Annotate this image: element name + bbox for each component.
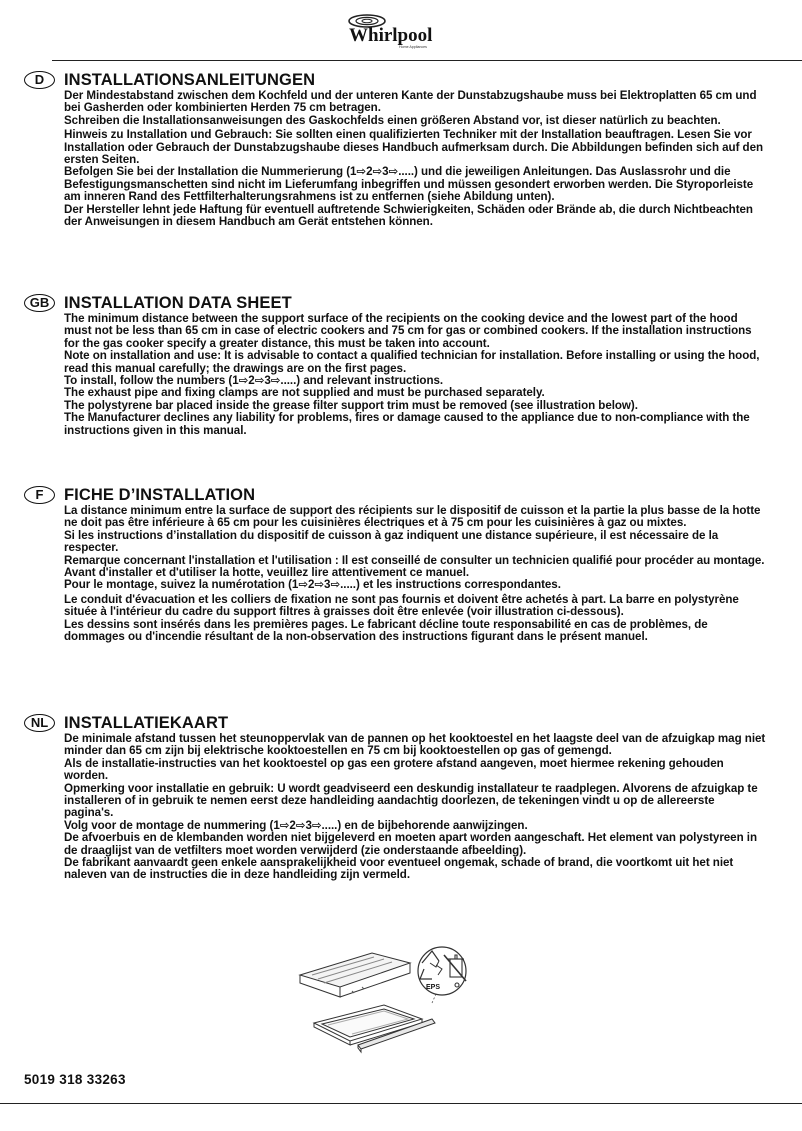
- paragraph: De minimale afstand tussen het steunoppervlak van de pannen op het kooktoestel en het laagste deel van de afzuigkap mag niet minder dan 65 cm zijn bij elektrische kooktoestellen en 75 cm bij kooktoestellen op gas of gemengd.: [64, 732, 766, 758]
- paragraph: De fabrikant aanvaardt geen enkele aansprakelijkheid voor eventueel ongemak, schade of brand, die voortkomt uit het niet naleven van de instructies die in deze handleiding zijn vermeld.: [64, 856, 734, 882]
- whirlpool-logo: [345, 8, 441, 50]
- paragraph: The minimum distance between the support surface of the recipients on the cooking device and the lowest part of the hood must not be less than 65 cm in case of electric cookers and 75 cm for gas or combined cookers. If the installation instructions for the gas cooker specify a greater distance, this must be taken into account.: [64, 312, 752, 350]
- paragraph: The Manufacturer declines any liability for problems, fires or damage caused to the appliance due to non-compliance with the instructions given in this manual.: [64, 411, 750, 437]
- paragraph: La distance minimum entre la surface de support des récipients sur le dispositif de cuisson et la partie la plus basse de la hotte ne doit pas être inférieure à 65 cm pour les cuisinières électriques et à 75 cm pour les cuisinières à gaz ou mixtes.: [64, 504, 761, 530]
- section-title: INSTALLATION DATA SHEET: [64, 294, 292, 312]
- filter-frame-drawing-icon: [314, 1005, 422, 1045]
- paragraph: Le conduit d'évacuation et les colliers de fixation ne sont pas fournis et doivent être achetés à part. La barre en polystyrène située à l'intérieur du cadre du support filtres à graisses doit être enlevée (voir illustration ci-dessous).: [64, 592, 739, 619]
- section-title: INSTALLATIONSANLEITUNGEN: [64, 71, 316, 89]
- brand-tagline: Home Appliances: [399, 45, 427, 49]
- paragraph: Opmerking voor installatie en gebruik: U wordt geadviseerd een deskundig installateur te raadplegen. Alvorens de afzuigkap te installeren of in gebruik te nemen eerst deze handleiding aandachtig doorlezen, de tekeningen vindt u op de allereerste pagina's.: [64, 781, 758, 820]
- paragraph: Note on installation and use: It is advisable to contact a qualified technician for installation. Before installing or using the hood, read this manual carefully; the drawings are on the first pages.: [64, 349, 760, 375]
- recycle-label: EPS: [426, 984, 441, 991]
- paragraph: The polystyrene bar placed inside the grease filter support trim must be removed (see illustration below).: [64, 398, 638, 412]
- paragraph: Befolgen Sie bei der Installation die Nummerierung (1⇨2⇨3⇨.....) und die jeweiligen Anleitungen. Das Auslassrohr und die Befestigungsmanschetten sind nicht im Lieferumfang inbegriffen und müssen gesondert erworben werden. Die Styroporleiste am inneren Rand des Fettfilterhalterungsrahmens ist zu entfernen (siehe Abildung unten).: [64, 165, 754, 204]
- language-badge: F: [24, 486, 55, 504]
- section-french: [24, 485, 766, 643]
- section-german: [24, 70, 766, 228]
- document-number: 5019 318 33263: [24, 1072, 126, 1087]
- paragraph: Volg voor de montage de nummering (1⇨2⇨3⇨.....) en de bijbehorende aanwijzingen.: [64, 818, 528, 832]
- paragraph: Der Mindestabstand zwischen dem Kochfeld und der unteren Kante der Dunstabzugshaube muss bei Elektroplatten 65 cm und bei Gasherden oder kombinierten Herden 75 cm betragen.: [64, 89, 757, 115]
- paragraph: Hinweis zu Installation und Gebrauch: Sie sollten einen qualifizierten Techniker mit der Installation beauftragen. Lesen Sie vor Installation oder Gebrauch der Dunstabzugshaube dieses Handbuch aufmerksam durch. Die Abbildungen befinden sich auf den ersten Seiten.: [64, 128, 764, 167]
- paragraph: The exhaust pipe and fixing clamps are not supplied and must be purchased separately.: [64, 386, 545, 400]
- paragraph: Als de installatie-instructies van het kooktoestel op gas een grotere afstand aangeven, moet hiermee rekening gehouden worden.: [64, 756, 724, 783]
- hood-drawing-icon: [300, 953, 410, 997]
- language-badge: NL: [24, 714, 55, 732]
- paragraph: To install, follow the numbers (1⇨2⇨3⇨.....) and relevant instructions.: [64, 374, 444, 388]
- language-badge: GB: [24, 294, 55, 312]
- paragraph: Der Hersteller lehnt jede Haftung für eventuell auftretende Schwierigkeiten, Schäden oder Brände ab, die durch Nichtbeachten der Anweisungen in diesem Handbuch am Gerät entstehen können.: [64, 202, 753, 229]
- paragraph: Si les instructions d’installation du dispositif de cuisson à gaz indiquent une distance supérieure, il est nécessaire de la respecter.: [64, 528, 719, 555]
- footer-divider: [0, 1103, 802, 1104]
- section-title: FICHE D’INSTALLATION: [64, 486, 256, 504]
- section-dutch: [24, 713, 766, 882]
- paragraph: Schreiben die Installationsanweisungen des Gaskochfelds einen größeren Abstand vor, ist dieser natürlich zu beachten.: [64, 113, 721, 127]
- section-english: [24, 293, 766, 437]
- whirlpool-logo-icon: [345, 8, 441, 50]
- section-title: INSTALLATIEKAART: [64, 714, 229, 732]
- paragraph: Les dessins sont insérés dans les premières pages. Le fabricant décline toute responsabilité en cas de problèmes, de dommages ou d'incendie résultant de la non-observation des instructions figurant dans le présent manuel.: [64, 617, 708, 644]
- brand-name: Whirlpool: [349, 25, 433, 46]
- paragraph: De afvoerbuis en de klembanden worden niet bijgeleverd en moeten apart worden aangeschaft. Het element van polystyreen in de draaglijst van de vetfilters moet worden verwijderd (zie onderstaande afbeelding).: [64, 831, 757, 857]
- language-badge: D: [24, 71, 55, 89]
- header-divider: [52, 60, 802, 61]
- paragraph: Remarque concernant l'installation et l'utilisation : Il est conseillé de consulter un technicien qualifié pour procéder au montage. Avant d'installer et d'utiliser la hotte, veuillez lire attentivement ce manuel.: [64, 553, 765, 580]
- polystyrene-removal-illustration: [292, 945, 512, 1060]
- paragraph: Pour le montage, suivez la numérotation (1⇨2⇨3⇨.....) et les instructions correspondantes.: [64, 578, 561, 592]
